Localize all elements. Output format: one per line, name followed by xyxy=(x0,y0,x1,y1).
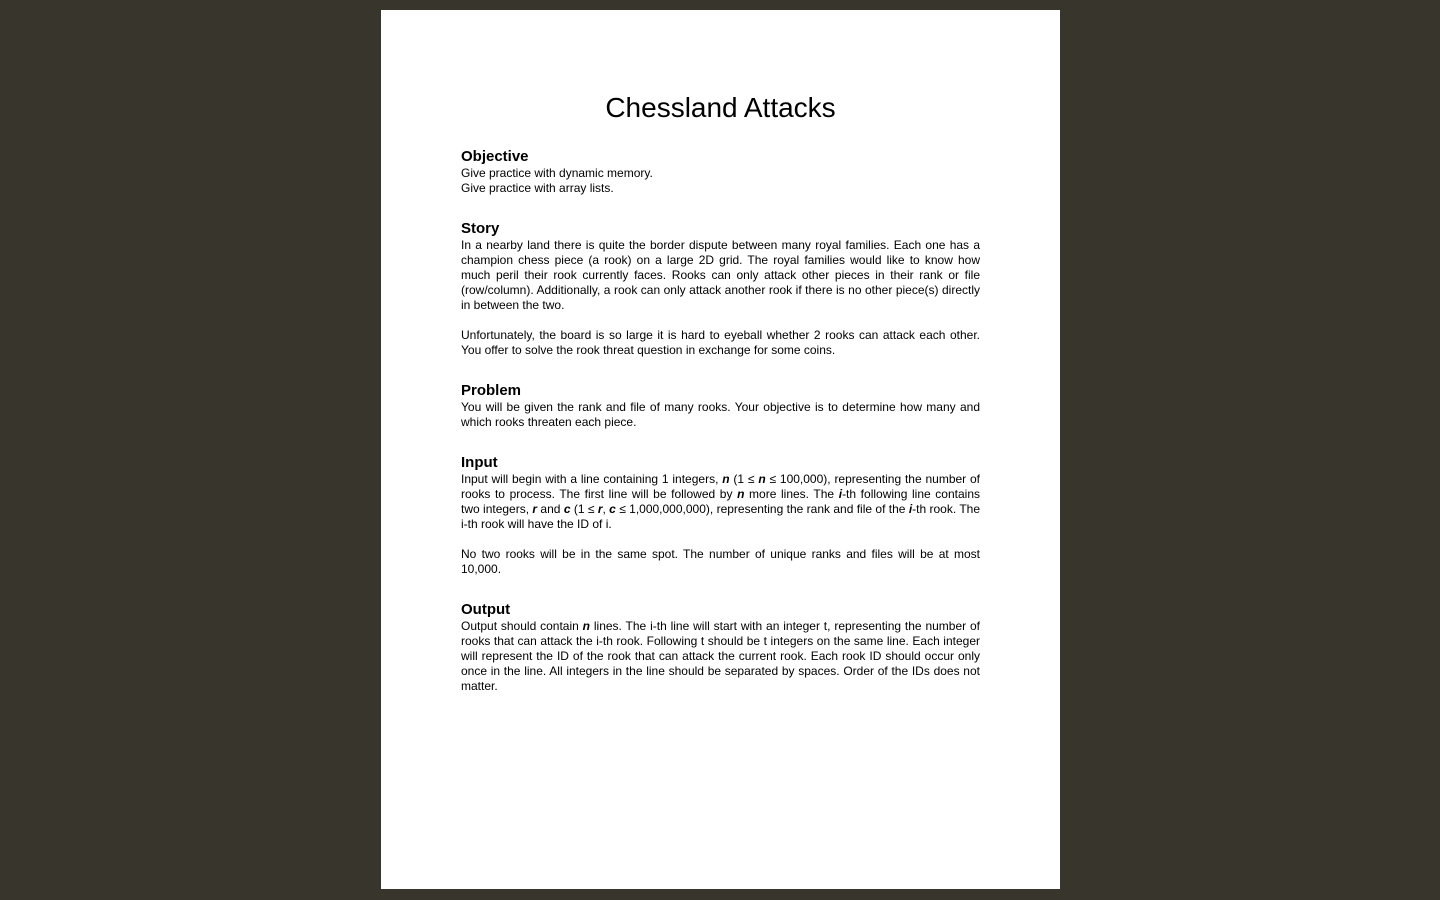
variable-c: c xyxy=(609,502,616,516)
section-input xyxy=(461,454,980,577)
variable-n: n xyxy=(582,619,591,633)
paragraph: Input will begin with a line containing 1 integers, n (1 ≤ n ≤ 100,000), representing the number of rooks to process. The first line will be followed by n more lines. The i-th following line contains two integers, r and c (1 ≤ r, c ≤ 1,000,000,000), representing the rank and file of the i-th rook. The i-th rook will have the ID of i. xyxy=(461,472,980,531)
paragraph: Output should contain n lines. The i-th line will start with an integer t, representing the number of rooks that can attack the i-th rook. Following t should be t integers on the same line. Each integer will represent the ID of the rook that can attack the current rook. Each rook ID should occur only once in the line. All integers in the line should be separated by spaces. Order of the IDs does not matter. xyxy=(461,619,980,693)
paragraph: You will be given the rank and file of many rooks. Your objective is to determine how many and which rooks threaten each piece. xyxy=(461,400,980,429)
paragraph: Give practice with array lists. xyxy=(461,181,614,195)
paragraph: No two rooks will be in the same spot. The number of unique ranks and files will be at most 10,000. xyxy=(461,547,980,576)
section-objective xyxy=(461,148,980,196)
document-page xyxy=(381,10,1060,889)
variable-r: r xyxy=(597,502,603,516)
section-heading: Input xyxy=(461,454,498,471)
variable-n: n xyxy=(758,472,766,486)
variable-n: n xyxy=(722,472,730,486)
section-heading: Output xyxy=(461,601,511,618)
paragraph: Give practice with dynamic memory. xyxy=(461,166,653,180)
paragraph: In a nearby land there is quite the border dispute between many royal families. Each one has a champion chess piece (a rook) on a large 2D grid. The royal families would like to know how much peril their rook currently faces. Rooks can only attack other pieces in their rank or file (row/column). Additionally, a rook can only attack another rook if there is no other piece(s) directly in between the two. xyxy=(461,238,980,312)
section-problem xyxy=(461,382,980,430)
section-heading: Objective xyxy=(461,148,529,165)
variable-n: n xyxy=(737,487,745,501)
variable-i: i xyxy=(908,502,913,516)
document-content xyxy=(461,148,980,709)
section-story xyxy=(461,220,980,358)
section-heading: Problem xyxy=(461,382,522,399)
section-heading: Story xyxy=(461,220,500,237)
paragraph: Unfortunately, the board is so large it is hard to eyeball whether 2 rooks can attack each other. You offer to solve the rook threat question in exchange for some coins. xyxy=(461,328,980,357)
document-title: Chessland Attacks xyxy=(605,92,836,123)
variable-r: r xyxy=(532,502,538,516)
variable-i: i xyxy=(838,487,843,501)
section-output xyxy=(461,601,980,694)
variable-c: c xyxy=(563,502,571,516)
